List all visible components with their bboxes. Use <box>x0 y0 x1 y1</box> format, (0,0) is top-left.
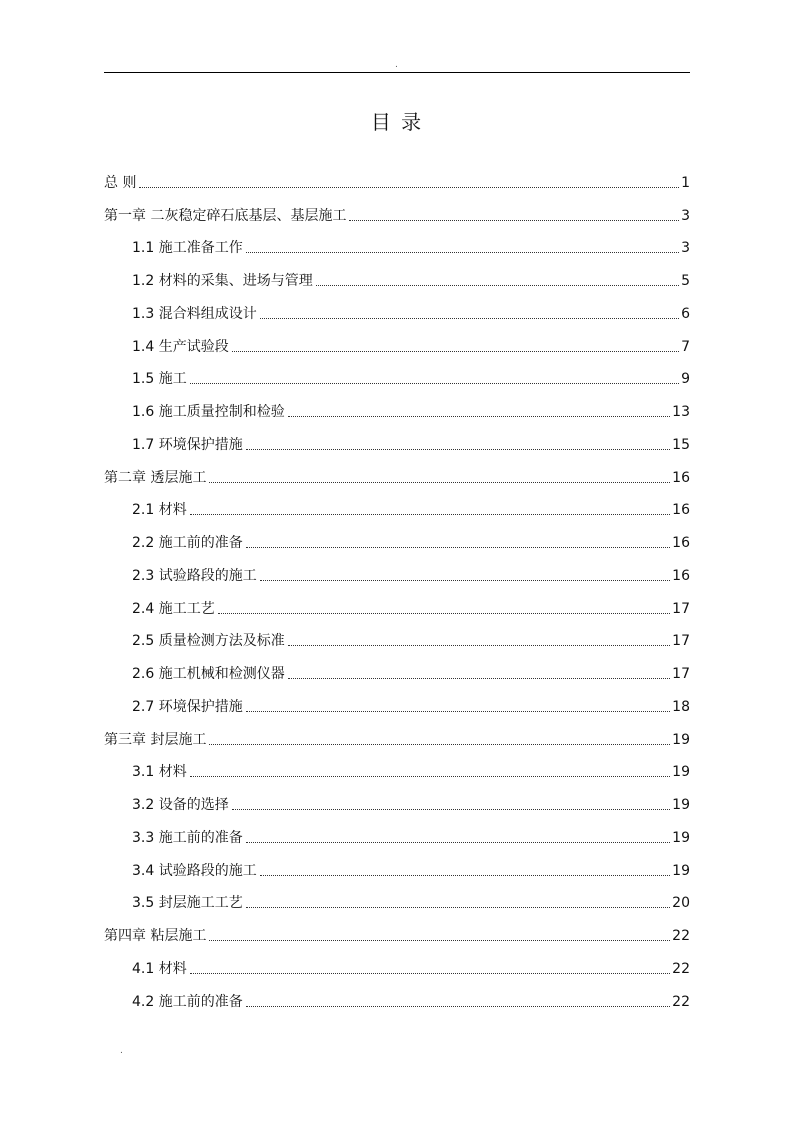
toc-dot-leader <box>260 580 670 581</box>
table-of-contents <box>104 160 690 1012</box>
toc-entry-label: 3.5 封层施工工艺 <box>132 895 243 912</box>
toc-dot-leader <box>246 842 670 843</box>
toc-dot-leader <box>218 613 670 614</box>
toc-chapter-entry[interactable] <box>104 160 690 193</box>
toc-dot-leader <box>246 449 670 450</box>
toc-dot-leader <box>232 351 679 352</box>
toc-dot-leader <box>139 187 679 188</box>
toc-entry-label: 2.2 施工前的准备 <box>132 535 243 551</box>
toc-entry-label: 第一章 二灰稳定碎石底基层、基层施工 <box>104 207 347 224</box>
toc-section-entry[interactable] <box>104 389 690 422</box>
toc-page-number: 16 <box>672 469 690 486</box>
toc-section-entry[interactable] <box>104 553 690 586</box>
toc-dot-leader <box>246 252 679 253</box>
toc-section-entry[interactable] <box>104 488 690 521</box>
toc-section-entry[interactable] <box>104 586 690 619</box>
toc-dot-leader <box>232 809 670 810</box>
toc-dot-leader <box>260 318 679 319</box>
toc-entry-label: 1.4 生产试验段 <box>132 338 229 355</box>
toc-page-number: 19 <box>672 764 690 781</box>
toc-section-entry[interactable] <box>104 422 690 455</box>
toc-dot-leader <box>288 416 670 417</box>
toc-entry-label: 1.2 材料的采集、进场与管理 <box>132 273 313 289</box>
toc-dot-leader <box>190 514 670 515</box>
toc-chapter-entry[interactable] <box>104 193 690 226</box>
toc-dot-leader <box>288 645 670 646</box>
toc-page-number: 19 <box>672 829 690 846</box>
toc-dot-leader <box>190 776 670 777</box>
toc-entry-label: 第三章 封层施工 <box>104 731 207 748</box>
toc-section-entry[interactable] <box>104 520 690 553</box>
toc-dot-leader <box>190 383 679 384</box>
toc-page-number: 19 <box>672 797 690 813</box>
toc-page-number: 7 <box>681 338 690 355</box>
toc-page-number: 22 <box>672 960 690 977</box>
toc-page-number: 22 <box>672 993 690 1010</box>
toc-chapter-entry[interactable] <box>104 455 690 488</box>
toc-page-number: 13 <box>672 404 690 420</box>
toc-entry-label: 3.1 材料 <box>132 764 187 781</box>
toc-page-number: 16 <box>672 567 690 584</box>
toc-section-entry[interactable] <box>104 848 690 881</box>
toc-section-entry[interactable] <box>104 357 690 390</box>
toc-dot-leader <box>209 482 670 483</box>
toc-page-number: 20 <box>672 895 690 912</box>
toc-page-number: 16 <box>672 535 690 551</box>
toc-entry-label: 1.6 施工质量控制和检验 <box>132 404 285 420</box>
toc-page-number: 18 <box>672 698 690 715</box>
toc-chapter-entry[interactable] <box>104 913 690 946</box>
toc-entry-label: 4.1 材料 <box>132 960 187 977</box>
toc-section-entry[interactable] <box>104 291 690 324</box>
page-title: 目 录 <box>370 110 424 134</box>
toc-entry-label: 1.3 混合料组成设计 <box>132 305 257 322</box>
toc-page-number: 22 <box>672 928 690 944</box>
toc-entry-label: 1.7 环境保护措施 <box>132 436 243 453</box>
toc-dot-leader <box>190 973 670 974</box>
toc-page-number: 17 <box>672 633 690 650</box>
toc-page-number: 17 <box>672 600 690 617</box>
toc-dot-leader <box>209 940 670 941</box>
toc-dot-leader <box>316 285 679 286</box>
header-rule <box>104 72 690 73</box>
toc-entry-label: 第二章 透层施工 <box>104 469 207 486</box>
toc-section-entry[interactable] <box>104 619 690 652</box>
toc-dot-leader <box>260 875 670 876</box>
toc-entry-label: 3.4 试验路段的施工 <box>132 862 257 879</box>
toc-entry-label: 3.3 施工前的准备 <box>132 829 243 846</box>
toc-dot-leader <box>246 907 670 908</box>
toc-page-number: 3 <box>681 240 690 257</box>
toc-section-entry[interactable] <box>104 258 690 291</box>
toc-page-number: 15 <box>672 436 690 453</box>
toc-section-entry[interactable] <box>104 324 690 357</box>
toc-section-entry[interactable] <box>104 946 690 979</box>
toc-entry-label: 2.4 施工工艺 <box>132 600 215 617</box>
toc-page-number: 19 <box>672 862 690 879</box>
toc-dot-leader <box>246 547 670 548</box>
toc-entry-label: 1.5 施工 <box>132 371 187 388</box>
toc-page-number: 5 <box>681 273 690 289</box>
toc-page-number: 6 <box>681 305 690 322</box>
toc-dot-leader <box>288 678 670 679</box>
toc-section-entry[interactable] <box>104 226 690 259</box>
header-mark: . <box>395 60 398 70</box>
toc-entry-label: 2.7 环境保护措施 <box>132 698 243 715</box>
toc-entry-label: 1.1 施工准备工作 <box>132 240 243 257</box>
toc-section-entry[interactable] <box>104 815 690 848</box>
toc-dot-leader <box>246 711 670 712</box>
toc-entry-label: 2.6 施工机械和检测仪器 <box>132 666 285 682</box>
toc-page-number: 1 <box>681 174 690 191</box>
toc-entry-label: 3.2 设备的选择 <box>132 797 229 813</box>
toc-entry-label: 总 则 <box>104 174 137 191</box>
toc-section-entry[interactable] <box>104 684 690 717</box>
footer-mark: . <box>120 1046 123 1056</box>
toc-chapter-entry[interactable] <box>104 717 690 750</box>
toc-section-entry[interactable] <box>104 651 690 684</box>
toc-section-entry[interactable] <box>104 979 690 1012</box>
toc-entry-label: 2.3 试验路段的施工 <box>132 567 257 584</box>
toc-dot-leader <box>349 220 679 221</box>
toc-page-number: 17 <box>672 666 690 682</box>
toc-section-entry[interactable] <box>104 750 690 783</box>
toc-dot-leader <box>209 744 670 745</box>
toc-dot-leader <box>246 1006 670 1007</box>
toc-page-number: 9 <box>681 371 690 388</box>
toc-entry-label: 2.1 材料 <box>132 502 187 519</box>
toc-page-number: 3 <box>681 207 690 224</box>
toc-section-entry[interactable] <box>104 881 690 914</box>
toc-entry-label: 第四章 粘层施工 <box>104 928 207 944</box>
toc-entry-label: 4.2 施工前的准备 <box>132 993 243 1010</box>
toc-entry-label: 2.5 质量检测方法及标准 <box>132 633 285 650</box>
toc-page-number: 19 <box>672 731 690 748</box>
toc-page-number: 16 <box>672 502 690 519</box>
toc-section-entry[interactable] <box>104 782 690 815</box>
